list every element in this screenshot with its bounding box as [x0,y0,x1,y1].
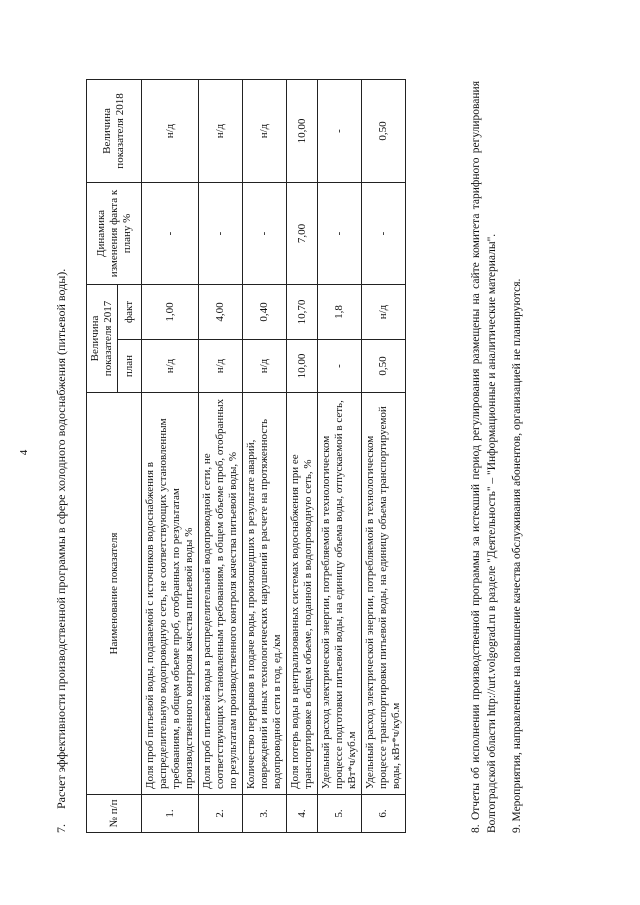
row-value-2018: н/д [142,79,199,182]
row-dynamics: - [362,182,406,284]
table-row [287,79,318,832]
row-fact-2017: 4,00 [199,284,243,339]
row-fact-2017: н/д [362,284,406,339]
page-number: 4 [18,449,30,456]
row-fact-2017: 1,8 [318,284,362,339]
row-plan-2017: - [318,340,362,393]
row-dynamics: - [142,182,199,284]
row-indicator-name: Доля проб питьевой воды в распределительной водопроводной сети, не соответствующих установленным требованиям, в общем объеме проб, отобранных по результатам производственного контроля качества питьевой воды, % [199,393,243,795]
row-indicator-name: Удельный расход электрической энергии, потребляемой в технологическом процессе транспортировки питьевой воды, на единицу объема транспортируемой воды, кВт*ч/куб.м [362,393,406,795]
row-plan-2017: 0,50 [362,340,406,393]
row-indicator-name: Количество перерывов в подаче воды, произошедших в результате аварий, повреждений и иных технологических нарушений в расчете на протяженность водопроводной сети в год, ед./км [243,393,287,795]
row-value-2018: 0,50 [362,79,406,182]
row-fact-2017: 10,70 [287,284,318,339]
header-dynamics: Динамика изменения факта к плану % [87,182,142,284]
notes [468,81,534,833]
section-title: Расчет эффективности производственной программы в сфере холодного водоснабжения (питьевой воды). [54,268,68,809]
row-plan-2017: н/д [199,340,243,393]
row-indicator-name: Доля потерь воды в централизованных системах водоснабжения при ее транспортировке в общем объеме, поданной в водопроводную сеть, % [287,393,318,795]
row-indicator-name: Доля проб питьевой воды, подаваемой с источников водоснабжения в распределительную водопроводную сеть, не соответствующих установленным требованиям, в общем объеме проб, отобранных по результатам производственного контроля качества питьевой воды % [142,393,199,795]
row-value-2018: н/д [199,79,243,182]
table-row [199,79,243,832]
header-value-2017: Величина показателя 2017 [87,284,118,392]
note-8: 8. Отчеты об исполнении производственной программы за истекший период регулирования размещены на сайте комитета тарифного регулирования Волгоградской области http://urt.volgograd.ru в разделе "Деятельность" – "Информационные и аналитические материалы". [470,81,498,833]
row-fact-2017: 0,40 [243,284,287,339]
row-num: 2. [199,795,243,833]
row-value-2018: - [318,79,362,182]
indicators-table [86,79,406,833]
row-value-2018: 10,00 [287,79,318,182]
header-plan: план [118,340,142,393]
row-num: 6. [362,795,406,833]
row-plan-2017: 10,00 [287,340,318,393]
row-num: 5. [318,795,362,833]
table-row [243,79,287,832]
row-dynamics: - [318,182,362,284]
header-fact: факт [118,284,142,339]
row-num: 4. [287,795,318,833]
table-body [142,79,406,832]
table-row [142,79,199,832]
header-num: № п/п [87,795,142,833]
row-indicator-name: Удельный расход электрической энергии, потребляемой в технологическом процессе подготовки питьевой воды, на единицу объема воды, отпускаемой в сеть, кВт*ч/куб.м [318,393,362,795]
note-9: 9. Мероприятия, направленные на повышение качества обслуживания абонентов, организацией не планируются. [511,278,523,833]
section-heading [54,53,69,833]
row-value-2018: н/д [243,79,287,182]
row-num: 3. [243,795,287,833]
section-number: 7. [54,824,68,833]
row-dynamics: - [243,182,287,284]
header-value-2018: Величина показателя 2018 [87,79,142,182]
header-name: Наименование показателя [87,393,142,795]
row-fact-2017: 1,00 [142,284,199,339]
row-plan-2017: н/д [243,340,287,393]
table-row [318,79,362,832]
row-dynamics: 7,00 [287,182,318,284]
row-num: 1. [142,795,199,833]
row-dynamics: - [199,182,243,284]
table-row [362,79,406,832]
row-plan-2017: н/д [142,340,199,393]
